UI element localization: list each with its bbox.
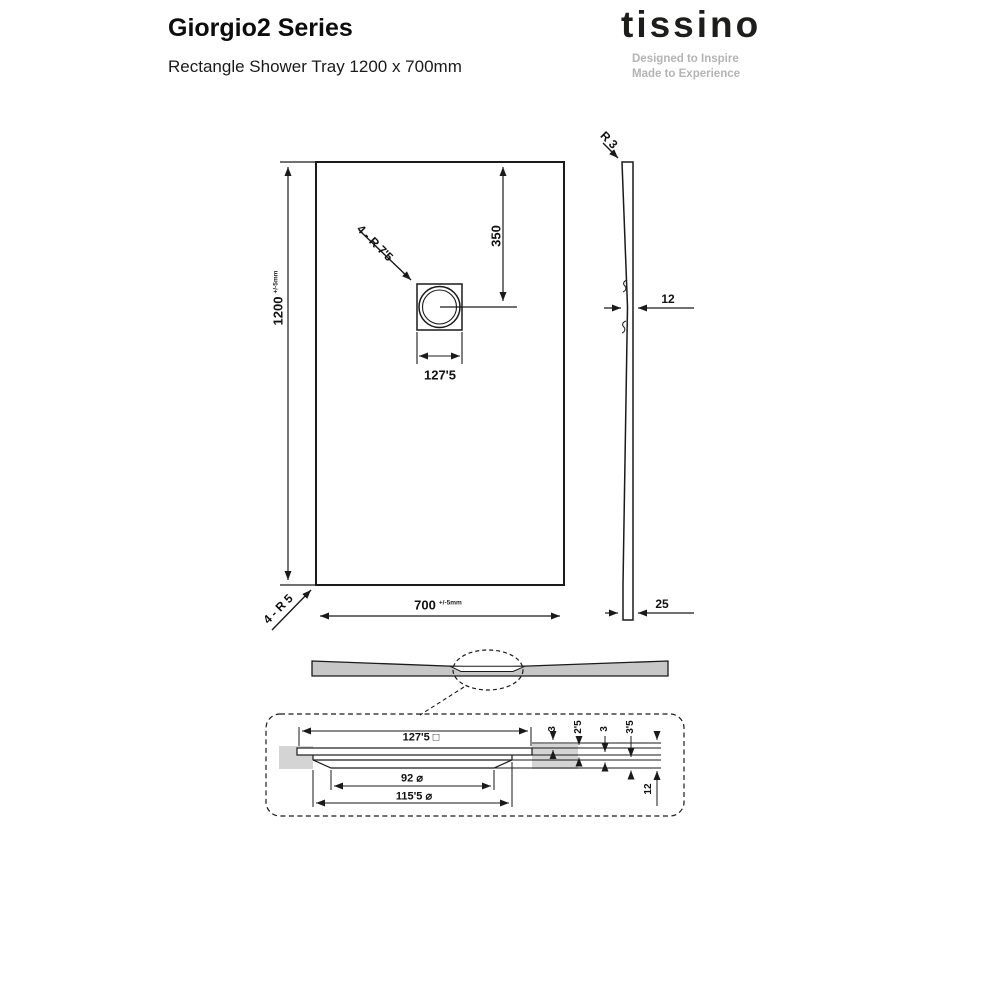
side-edge-thickness-dimension: 25 (655, 597, 669, 611)
section-bar-drawing (312, 650, 668, 715)
side-top-radius-label: R 3 (597, 128, 621, 152)
plan-length-value: 1200 (270, 296, 286, 326)
brand-logo: tissino (621, 4, 762, 45)
detail-drain-hole-diameter-dimension: 92 ⌀ (398, 774, 426, 785)
plan-drain-width-dimension: 127'5 (423, 367, 457, 383)
detail-total-depth-dimension: 12 (643, 783, 654, 795)
detail-step-depth-1: 3 (547, 726, 558, 732)
detail-recess-diameter-dimension: 115'5 ⌀ (393, 792, 435, 803)
plan-width-dimension (414, 599, 462, 612)
plan-width-value: 700 (414, 597, 436, 613)
plan-drain-corner-radius-label: 4 - R 7'5 (353, 221, 397, 265)
detail-view-drawing (266, 714, 684, 816)
page-subtitle: Rectangle Shower Tray 1200 x 700mm (168, 57, 462, 76)
detail-step-depth-2: 2'5 (573, 720, 584, 734)
side-mid-thickness-dimension: 12 (661, 292, 675, 306)
plan-drain-offset-dimension: 350 (488, 225, 504, 247)
detail-step-depth-4: 3'5 (625, 720, 636, 734)
plan-view-drawing (272, 162, 564, 630)
plan-tray-corner-radius-label: 4 - R 5 (260, 591, 296, 627)
plan-length-dimension (272, 271, 285, 326)
side-view-drawing (603, 143, 694, 620)
brand-tagline-line2: Made to Experience (632, 68, 741, 80)
plan-width-tolerance: +/-5mm (438, 599, 462, 607)
detail-step-depth-3: 3 (599, 726, 610, 732)
detail-flange-width-dimension: 127'5 □ (400, 733, 443, 744)
plan-length-tolerance: +/-5mm (272, 270, 280, 294)
brand-tagline-line1: Designed to Inspire (632, 53, 739, 65)
page-title: Giorgio2 Series (168, 14, 353, 42)
